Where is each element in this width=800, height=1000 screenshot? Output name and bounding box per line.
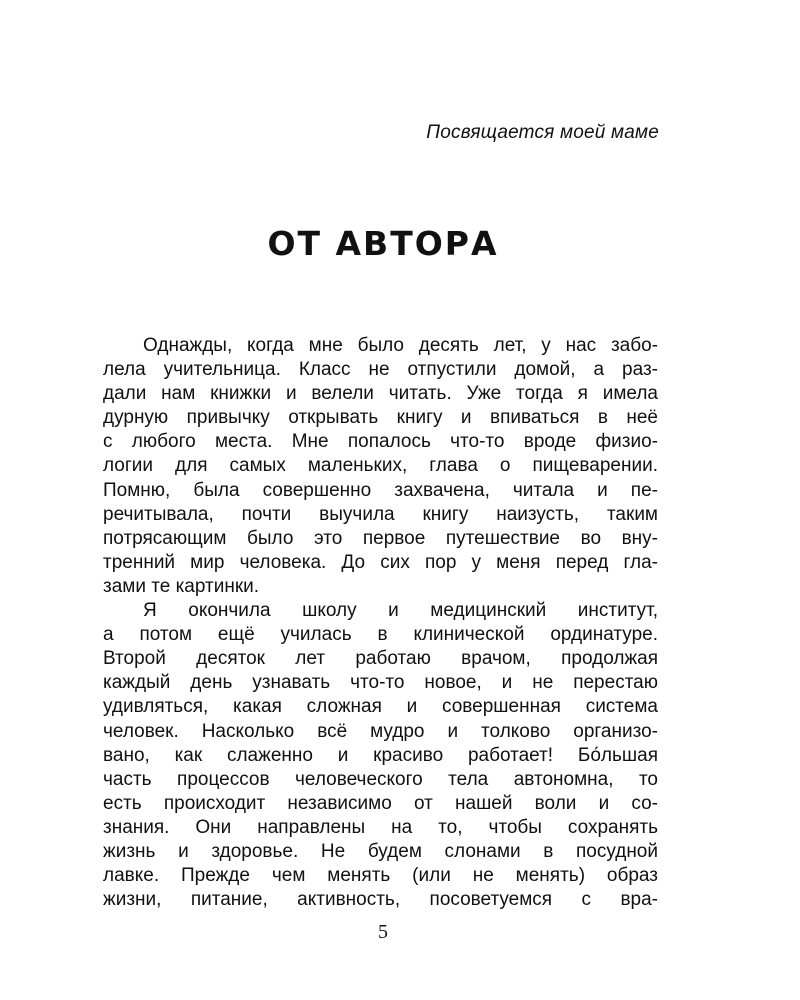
text-line: Помню, была совершенно захвачена, читала и пе- <box>103 479 658 501</box>
text-line: лавке. Прежде чем менять (или не менять) образ <box>103 865 658 887</box>
text-line: Однажды, когда мне было десять лет, у нас забо- <box>143 335 658 356</box>
text-line: логии для самых маленьких, глава о пищеварении. <box>103 455 658 477</box>
text-line: жизнь и здоровье. Не будем слонами в посудной <box>103 840 658 862</box>
paragraph-1 <box>103 334 658 599</box>
text-line: часть процессов человеческого тела автономна, то <box>103 768 658 790</box>
text-line: Второй десяток лет работаю врачом, продолжая <box>103 648 658 670</box>
text-line: тренний мир человека. До сих пор у меня перед гла- <box>103 551 658 573</box>
text-line: с любого места. Мне попалось что-то вроде физио- <box>103 431 658 453</box>
text-line: зами те картинки. <box>103 575 260 597</box>
body-text <box>103 334 658 912</box>
text-line: удивляться, какая сложная и совершенная система <box>103 696 658 718</box>
text-line: жизни, питание, активность, посоветуемся с вра- <box>103 889 658 911</box>
text-line: Я окончила школу и медицинский институт, <box>143 600 658 622</box>
text-line: лела учительница. Класс не отпустили домой, а раз- <box>103 359 658 381</box>
page-number: 5 <box>378 921 388 943</box>
text-line: дали нам книжки и велели читать. Уже тогда я имела <box>103 383 658 405</box>
text-line: каждый день узнавать что-то новое, и не перестаю <box>103 672 658 694</box>
text-line: речитывала, почти выучила книгу наизусть, таким <box>103 503 658 525</box>
text-line: потрясающим было это первое путешествие во вну- <box>103 527 658 549</box>
text-line: человек. Насколько всё мудро и толково организо- <box>103 720 658 742</box>
chapter-title: ОТ АВТОРА <box>267 224 499 263</box>
text-line: дурную привычку открывать книгу и впиваться в неё <box>103 407 658 429</box>
text-line: знания. Они направлены на то, чтобы сохранять <box>103 816 658 838</box>
text-line: а потом ещё училась в клинической ординатуре. <box>103 624 658 646</box>
paragraph-2 <box>103 599 658 912</box>
text-line: есть происходит независимо от нашей воли и со- <box>103 792 658 814</box>
text-line: вано, как слаженно и красиво работает! Бо́льшая <box>103 744 658 766</box>
dedication: Посвящается моей маме <box>426 122 659 143</box>
